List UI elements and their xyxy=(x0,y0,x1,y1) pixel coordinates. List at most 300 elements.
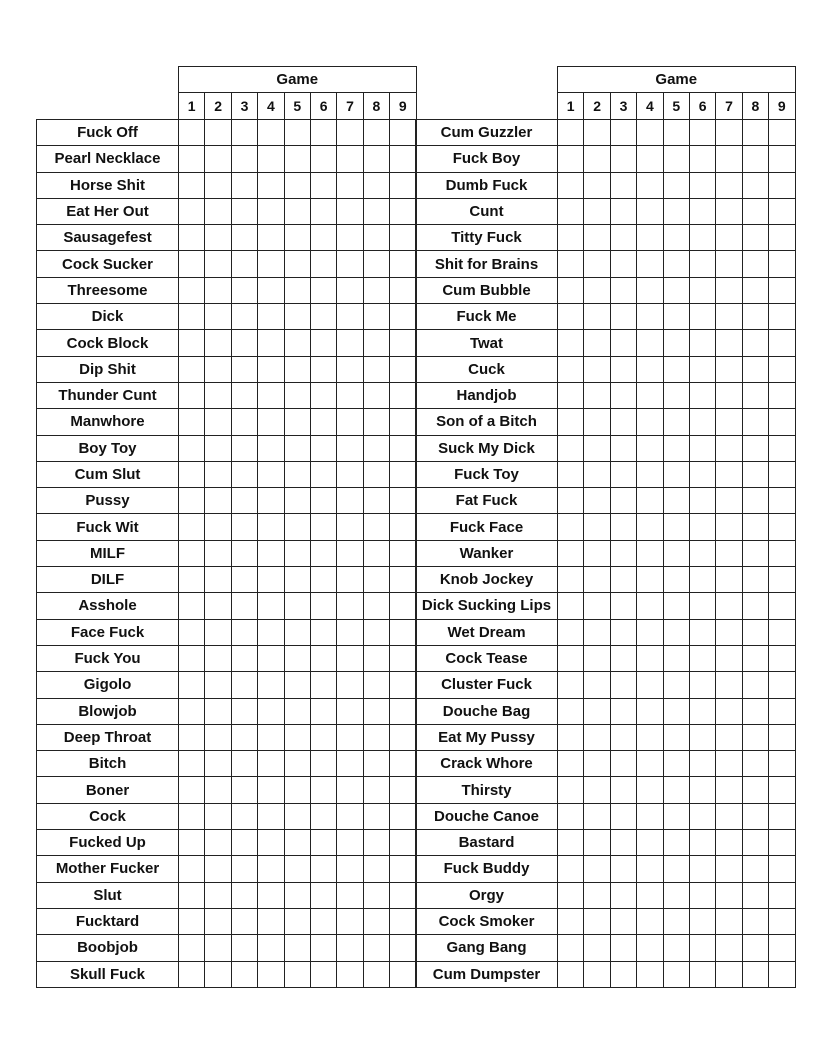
score-cell[interactable] xyxy=(231,908,257,934)
score-cell[interactable] xyxy=(363,330,389,356)
score-cell[interactable] xyxy=(663,198,689,224)
score-cell[interactable] xyxy=(205,619,231,645)
score-cell[interactable] xyxy=(179,751,205,777)
score-cell[interactable] xyxy=(179,198,205,224)
score-cell[interactable] xyxy=(769,461,795,487)
score-cell[interactable] xyxy=(584,120,610,146)
score-cell[interactable] xyxy=(363,961,389,987)
score-cell[interactable] xyxy=(363,120,389,146)
score-cell[interactable] xyxy=(310,882,336,908)
score-cell[interactable] xyxy=(231,330,257,356)
score-cell[interactable] xyxy=(205,277,231,303)
score-cell[interactable] xyxy=(205,777,231,803)
score-cell[interactable] xyxy=(558,120,584,146)
score-cell[interactable] xyxy=(284,619,310,645)
score-cell[interactable] xyxy=(363,251,389,277)
score-cell[interactable] xyxy=(390,751,416,777)
score-cell[interactable] xyxy=(637,882,663,908)
score-cell[interactable] xyxy=(231,488,257,514)
score-cell[interactable] xyxy=(769,856,795,882)
score-cell[interactable] xyxy=(205,803,231,829)
score-cell[interactable] xyxy=(258,488,284,514)
score-cell[interactable] xyxy=(663,803,689,829)
score-cell[interactable] xyxy=(231,724,257,750)
score-cell[interactable] xyxy=(716,146,742,172)
score-cell[interactable] xyxy=(231,803,257,829)
score-cell[interactable] xyxy=(390,304,416,330)
score-cell[interactable] xyxy=(689,409,715,435)
score-cell[interactable] xyxy=(310,908,336,934)
score-cell[interactable] xyxy=(390,777,416,803)
score-cell[interactable] xyxy=(231,382,257,408)
score-cell[interactable] xyxy=(558,698,584,724)
score-cell[interactable] xyxy=(584,461,610,487)
score-cell[interactable] xyxy=(637,304,663,330)
score-cell[interactable] xyxy=(179,356,205,382)
score-cell[interactable] xyxy=(390,382,416,408)
score-cell[interactable] xyxy=(179,830,205,856)
score-cell[interactable] xyxy=(663,488,689,514)
score-cell[interactable] xyxy=(284,803,310,829)
score-cell[interactable] xyxy=(363,593,389,619)
score-cell[interactable] xyxy=(231,593,257,619)
score-cell[interactable] xyxy=(663,593,689,619)
score-cell[interactable] xyxy=(742,540,768,566)
score-cell[interactable] xyxy=(284,488,310,514)
score-cell[interactable] xyxy=(558,935,584,961)
score-cell[interactable] xyxy=(258,672,284,698)
score-cell[interactable] xyxy=(205,382,231,408)
score-cell[interactable] xyxy=(363,777,389,803)
score-cell[interactable] xyxy=(610,251,636,277)
score-cell[interactable] xyxy=(637,120,663,146)
score-cell[interactable] xyxy=(205,645,231,671)
score-cell[interactable] xyxy=(637,724,663,750)
score-cell[interactable] xyxy=(637,409,663,435)
score-cell[interactable] xyxy=(337,540,363,566)
score-cell[interactable] xyxy=(716,751,742,777)
score-cell[interactable] xyxy=(205,172,231,198)
score-cell[interactable] xyxy=(231,645,257,671)
score-cell[interactable] xyxy=(742,146,768,172)
score-cell[interactable] xyxy=(769,330,795,356)
score-cell[interactable] xyxy=(637,461,663,487)
score-cell[interactable] xyxy=(310,304,336,330)
score-cell[interactable] xyxy=(337,961,363,987)
score-cell[interactable] xyxy=(558,619,584,645)
score-cell[interactable] xyxy=(716,277,742,303)
score-cell[interactable] xyxy=(179,435,205,461)
score-cell[interactable] xyxy=(716,593,742,619)
score-cell[interactable] xyxy=(716,803,742,829)
score-cell[interactable] xyxy=(179,567,205,593)
score-cell[interactable] xyxy=(179,961,205,987)
score-cell[interactable] xyxy=(179,777,205,803)
score-cell[interactable] xyxy=(716,935,742,961)
score-cell[interactable] xyxy=(689,724,715,750)
score-cell[interactable] xyxy=(584,935,610,961)
score-cell[interactable] xyxy=(769,908,795,934)
score-cell[interactable] xyxy=(689,567,715,593)
score-cell[interactable] xyxy=(637,172,663,198)
score-cell[interactable] xyxy=(689,856,715,882)
score-cell[interactable] xyxy=(610,619,636,645)
score-cell[interactable] xyxy=(390,225,416,251)
score-cell[interactable] xyxy=(742,304,768,330)
score-cell[interactable] xyxy=(716,330,742,356)
score-cell[interactable] xyxy=(584,908,610,934)
score-cell[interactable] xyxy=(310,382,336,408)
score-cell[interactable] xyxy=(584,435,610,461)
score-cell[interactable] xyxy=(390,198,416,224)
score-cell[interactable] xyxy=(663,908,689,934)
score-cell[interactable] xyxy=(610,645,636,671)
score-cell[interactable] xyxy=(284,645,310,671)
score-cell[interactable] xyxy=(663,724,689,750)
score-cell[interactable] xyxy=(558,882,584,908)
score-cell[interactable] xyxy=(769,172,795,198)
score-cell[interactable] xyxy=(310,435,336,461)
score-cell[interactable] xyxy=(716,514,742,540)
score-cell[interactable] xyxy=(584,382,610,408)
score-cell[interactable] xyxy=(179,645,205,671)
score-cell[interactable] xyxy=(231,356,257,382)
score-cell[interactable] xyxy=(716,961,742,987)
score-cell[interactable] xyxy=(258,251,284,277)
score-cell[interactable] xyxy=(205,198,231,224)
score-cell[interactable] xyxy=(742,672,768,698)
score-cell[interactable] xyxy=(584,593,610,619)
score-cell[interactable] xyxy=(284,435,310,461)
score-cell[interactable] xyxy=(363,514,389,540)
score-cell[interactable] xyxy=(769,251,795,277)
score-cell[interactable] xyxy=(205,935,231,961)
score-cell[interactable] xyxy=(390,514,416,540)
score-cell[interactable] xyxy=(663,961,689,987)
score-cell[interactable] xyxy=(742,856,768,882)
score-cell[interactable] xyxy=(716,409,742,435)
score-cell[interactable] xyxy=(584,198,610,224)
score-cell[interactable] xyxy=(390,409,416,435)
score-cell[interactable] xyxy=(258,330,284,356)
score-cell[interactable] xyxy=(716,619,742,645)
score-cell[interactable] xyxy=(558,803,584,829)
score-cell[interactable] xyxy=(558,540,584,566)
score-cell[interactable] xyxy=(179,251,205,277)
score-cell[interactable] xyxy=(742,830,768,856)
score-cell[interactable] xyxy=(363,935,389,961)
score-cell[interactable] xyxy=(663,120,689,146)
score-cell[interactable] xyxy=(363,461,389,487)
score-cell[interactable] xyxy=(689,277,715,303)
score-cell[interactable] xyxy=(310,593,336,619)
score-cell[interactable] xyxy=(663,330,689,356)
score-cell[interactable] xyxy=(205,830,231,856)
score-cell[interactable] xyxy=(284,146,310,172)
score-cell[interactable] xyxy=(231,672,257,698)
score-cell[interactable] xyxy=(663,225,689,251)
score-cell[interactable] xyxy=(769,803,795,829)
score-cell[interactable] xyxy=(584,803,610,829)
score-cell[interactable] xyxy=(769,514,795,540)
score-cell[interactable] xyxy=(584,961,610,987)
score-cell[interactable] xyxy=(310,856,336,882)
score-cell[interactable] xyxy=(390,724,416,750)
score-cell[interactable] xyxy=(558,172,584,198)
score-cell[interactable] xyxy=(179,672,205,698)
score-cell[interactable] xyxy=(742,514,768,540)
score-cell[interactable] xyxy=(769,830,795,856)
score-cell[interactable] xyxy=(558,409,584,435)
score-cell[interactable] xyxy=(179,593,205,619)
score-cell[interactable] xyxy=(337,619,363,645)
score-cell[interactable] xyxy=(179,304,205,330)
score-cell[interactable] xyxy=(205,251,231,277)
score-cell[interactable] xyxy=(610,777,636,803)
score-cell[interactable] xyxy=(558,830,584,856)
score-cell[interactable] xyxy=(584,514,610,540)
score-cell[interactable] xyxy=(610,567,636,593)
score-cell[interactable] xyxy=(310,619,336,645)
score-cell[interactable] xyxy=(258,882,284,908)
score-cell[interactable] xyxy=(558,777,584,803)
score-cell[interactable] xyxy=(742,409,768,435)
score-cell[interactable] xyxy=(337,698,363,724)
score-cell[interactable] xyxy=(284,461,310,487)
score-cell[interactable] xyxy=(637,540,663,566)
score-cell[interactable] xyxy=(179,382,205,408)
score-cell[interactable] xyxy=(742,619,768,645)
score-cell[interactable] xyxy=(390,961,416,987)
score-cell[interactable] xyxy=(310,830,336,856)
score-cell[interactable] xyxy=(390,251,416,277)
score-cell[interactable] xyxy=(637,382,663,408)
score-cell[interactable] xyxy=(742,724,768,750)
score-cell[interactable] xyxy=(637,935,663,961)
score-cell[interactable] xyxy=(716,251,742,277)
score-cell[interactable] xyxy=(716,908,742,934)
score-cell[interactable] xyxy=(689,882,715,908)
score-cell[interactable] xyxy=(205,567,231,593)
score-cell[interactable] xyxy=(584,304,610,330)
score-cell[interactable] xyxy=(769,751,795,777)
score-cell[interactable] xyxy=(310,172,336,198)
score-cell[interactable] xyxy=(363,146,389,172)
score-cell[interactable] xyxy=(337,461,363,487)
score-cell[interactable] xyxy=(258,277,284,303)
score-cell[interactable] xyxy=(742,120,768,146)
score-cell[interactable] xyxy=(716,856,742,882)
score-cell[interactable] xyxy=(258,830,284,856)
score-cell[interactable] xyxy=(558,146,584,172)
score-cell[interactable] xyxy=(337,225,363,251)
score-cell[interactable] xyxy=(716,698,742,724)
score-cell[interactable] xyxy=(310,777,336,803)
score-cell[interactable] xyxy=(390,619,416,645)
score-cell[interactable] xyxy=(663,382,689,408)
score-cell[interactable] xyxy=(205,330,231,356)
score-cell[interactable] xyxy=(558,672,584,698)
score-cell[interactable] xyxy=(584,698,610,724)
score-cell[interactable] xyxy=(663,751,689,777)
score-cell[interactable] xyxy=(689,251,715,277)
score-cell[interactable] xyxy=(663,645,689,671)
score-cell[interactable] xyxy=(742,172,768,198)
score-cell[interactable] xyxy=(231,304,257,330)
score-cell[interactable] xyxy=(558,356,584,382)
score-cell[interactable] xyxy=(610,277,636,303)
score-cell[interactable] xyxy=(584,856,610,882)
score-cell[interactable] xyxy=(310,540,336,566)
score-cell[interactable] xyxy=(310,146,336,172)
score-cell[interactable] xyxy=(769,935,795,961)
score-cell[interactable] xyxy=(284,277,310,303)
score-cell[interactable] xyxy=(742,645,768,671)
score-cell[interactable] xyxy=(584,882,610,908)
score-cell[interactable] xyxy=(558,567,584,593)
score-cell[interactable] xyxy=(310,251,336,277)
score-cell[interactable] xyxy=(284,120,310,146)
score-cell[interactable] xyxy=(231,698,257,724)
score-cell[interactable] xyxy=(637,488,663,514)
score-cell[interactable] xyxy=(742,698,768,724)
score-cell[interactable] xyxy=(742,488,768,514)
score-cell[interactable] xyxy=(390,488,416,514)
score-cell[interactable] xyxy=(769,777,795,803)
score-cell[interactable] xyxy=(284,225,310,251)
score-cell[interactable] xyxy=(637,698,663,724)
score-cell[interactable] xyxy=(258,856,284,882)
score-cell[interactable] xyxy=(584,409,610,435)
score-cell[interactable] xyxy=(231,251,257,277)
score-cell[interactable] xyxy=(769,645,795,671)
score-cell[interactable] xyxy=(205,461,231,487)
score-cell[interactable] xyxy=(284,409,310,435)
score-cell[interactable] xyxy=(179,856,205,882)
score-cell[interactable] xyxy=(390,645,416,671)
score-cell[interactable] xyxy=(363,435,389,461)
score-cell[interactable] xyxy=(689,435,715,461)
score-cell[interactable] xyxy=(284,514,310,540)
score-cell[interactable] xyxy=(337,803,363,829)
score-cell[interactable] xyxy=(363,751,389,777)
score-cell[interactable] xyxy=(689,514,715,540)
score-cell[interactable] xyxy=(584,172,610,198)
score-cell[interactable] xyxy=(742,461,768,487)
score-cell[interactable] xyxy=(363,382,389,408)
score-cell[interactable] xyxy=(363,830,389,856)
score-cell[interactable] xyxy=(610,304,636,330)
score-cell[interactable] xyxy=(231,540,257,566)
score-cell[interactable] xyxy=(769,435,795,461)
score-cell[interactable] xyxy=(179,488,205,514)
score-cell[interactable] xyxy=(205,488,231,514)
score-cell[interactable] xyxy=(689,225,715,251)
score-cell[interactable] xyxy=(663,856,689,882)
score-cell[interactable] xyxy=(258,961,284,987)
score-cell[interactable] xyxy=(742,251,768,277)
score-cell[interactable] xyxy=(363,803,389,829)
score-cell[interactable] xyxy=(284,672,310,698)
score-cell[interactable] xyxy=(610,961,636,987)
score-cell[interactable] xyxy=(284,908,310,934)
score-cell[interactable] xyxy=(337,146,363,172)
score-cell[interactable] xyxy=(663,435,689,461)
score-cell[interactable] xyxy=(716,567,742,593)
score-cell[interactable] xyxy=(284,751,310,777)
score-cell[interactable] xyxy=(558,461,584,487)
score-cell[interactable] xyxy=(610,593,636,619)
score-cell[interactable] xyxy=(610,908,636,934)
score-cell[interactable] xyxy=(689,593,715,619)
score-cell[interactable] xyxy=(742,935,768,961)
score-cell[interactable] xyxy=(337,514,363,540)
score-cell[interactable] xyxy=(716,382,742,408)
score-cell[interactable] xyxy=(610,882,636,908)
score-cell[interactable] xyxy=(205,120,231,146)
score-cell[interactable] xyxy=(284,593,310,619)
score-cell[interactable] xyxy=(584,567,610,593)
score-cell[interactable] xyxy=(584,672,610,698)
score-cell[interactable] xyxy=(663,777,689,803)
score-cell[interactable] xyxy=(284,251,310,277)
score-cell[interactable] xyxy=(637,277,663,303)
score-cell[interactable] xyxy=(637,356,663,382)
score-cell[interactable] xyxy=(584,751,610,777)
score-cell[interactable] xyxy=(179,619,205,645)
score-cell[interactable] xyxy=(390,120,416,146)
score-cell[interactable] xyxy=(231,567,257,593)
score-cell[interactable] xyxy=(742,435,768,461)
score-cell[interactable] xyxy=(231,120,257,146)
score-cell[interactable] xyxy=(363,724,389,750)
score-cell[interactable] xyxy=(310,277,336,303)
score-cell[interactable] xyxy=(390,172,416,198)
score-cell[interactable] xyxy=(689,356,715,382)
score-cell[interactable] xyxy=(689,146,715,172)
score-cell[interactable] xyxy=(179,330,205,356)
score-cell[interactable] xyxy=(363,698,389,724)
score-cell[interactable] xyxy=(663,409,689,435)
score-cell[interactable] xyxy=(390,461,416,487)
score-cell[interactable] xyxy=(769,409,795,435)
score-cell[interactable] xyxy=(716,724,742,750)
score-cell[interactable] xyxy=(337,593,363,619)
score-cell[interactable] xyxy=(231,830,257,856)
score-cell[interactable] xyxy=(258,724,284,750)
score-cell[interactable] xyxy=(179,461,205,487)
score-cell[interactable] xyxy=(663,514,689,540)
score-cell[interactable] xyxy=(716,461,742,487)
score-cell[interactable] xyxy=(558,645,584,671)
score-cell[interactable] xyxy=(258,751,284,777)
score-cell[interactable] xyxy=(769,619,795,645)
score-cell[interactable] xyxy=(231,225,257,251)
score-cell[interactable] xyxy=(179,409,205,435)
score-cell[interactable] xyxy=(637,619,663,645)
score-cell[interactable] xyxy=(310,356,336,382)
score-cell[interactable] xyxy=(584,356,610,382)
score-cell[interactable] xyxy=(610,225,636,251)
score-cell[interactable] xyxy=(310,488,336,514)
score-cell[interactable] xyxy=(769,356,795,382)
score-cell[interactable] xyxy=(231,777,257,803)
score-cell[interactable] xyxy=(284,330,310,356)
score-cell[interactable] xyxy=(689,120,715,146)
score-cell[interactable] xyxy=(363,172,389,198)
score-cell[interactable] xyxy=(769,277,795,303)
score-cell[interactable] xyxy=(637,593,663,619)
